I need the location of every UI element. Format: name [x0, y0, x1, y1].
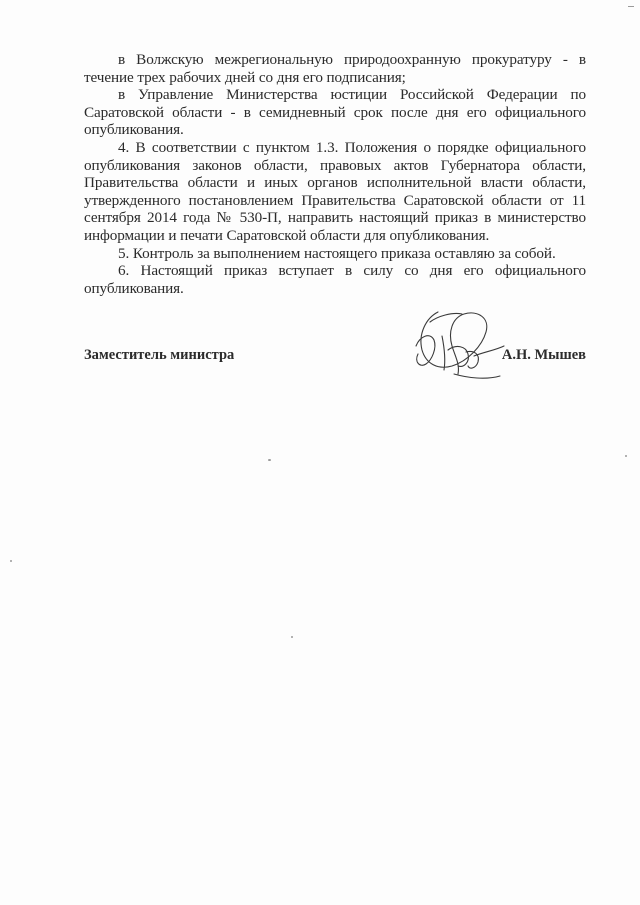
scan-speck	[628, 6, 634, 7]
paragraph-item-4: 4. В соответствии с пунктом 1.3. Положения о порядке официального опубликования законов области, правовых актов Губернатора области, Правительства области и иных органов исполнительной власти области, утвержденного постановлением Правительства Саратовской области от 11 сентября 2014 года № 530-П, направить настоящий приказ в министерство информации и печати Саратовской области для опубликования.	[84, 138, 586, 244]
paragraph-item-6: 6. Настоящий приказ вступает в силу со дня его официального опубликования.	[84, 262, 586, 297]
paragraph-item-5: 5. Контроль за выполнением настоящего приказа оставляю за собой.	[118, 244, 556, 262]
paragraph-ministry-justice: в Управление Министерства юстиции Российской Федерации по Саратовской области - в семидневный срок после дня его официального опубликования.	[84, 86, 586, 139]
signatory-name: А.Н. Мышев	[501, 347, 586, 363]
scan-speck	[625, 455, 627, 457]
scan-speck	[268, 459, 271, 461]
scan-speck	[291, 636, 293, 638]
scan-speck	[10, 560, 12, 562]
signature-line	[84, 347, 586, 367]
signatory-title: Заместитель министра	[84, 347, 235, 363]
document-body	[84, 51, 586, 297]
paragraph-prosecutor: в Волжскую межрегиональную природоохранную прокуратуру - в течение трех рабочих дней со дня его подписания;	[84, 51, 586, 86]
handwritten-signature	[408, 306, 510, 386]
